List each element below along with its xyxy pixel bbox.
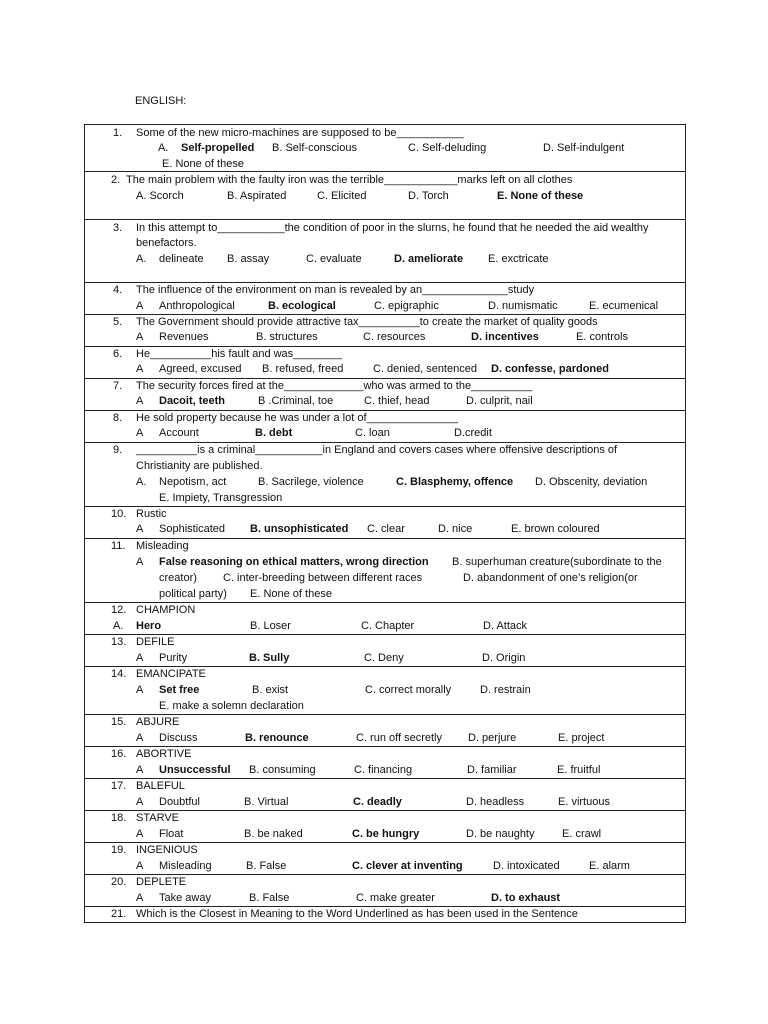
option-c[interactable]: C. loan — [355, 427, 390, 439]
option-letter: A — [136, 427, 144, 439]
question-stem: He__________his fault and was________ — [136, 348, 343, 360]
option-c[interactable]: C. thief, head — [364, 395, 430, 407]
question-number: 16. — [111, 748, 127, 760]
section-heading: ENGLISH: — [135, 95, 187, 107]
question-number: 19. — [111, 844, 127, 856]
question-stem: Misleading — [136, 540, 189, 552]
option-c[interactable]: C. make greater — [356, 892, 435, 904]
question-row-9 — [84, 443, 686, 507]
option-b[interactable]: B. assay — [227, 253, 270, 265]
question-stem: ABORTIVE — [136, 748, 192, 760]
option-a[interactable]: Misleading — [159, 860, 212, 872]
question-number: 15. — [111, 716, 127, 728]
option-letter: A — [136, 860, 144, 872]
question-stem: BALEFUL — [136, 780, 185, 792]
question-stem: Which is the Closest in Meaning to the Word Underlined as has been used in the Sentence — [136, 908, 578, 920]
option-e[interactable]: E. None of these — [162, 158, 244, 170]
option-a[interactable]: delineate — [159, 253, 204, 265]
option-c[interactable]: C. run off secretly — [356, 732, 442, 744]
question-number: 11. — [111, 540, 126, 552]
option-b[interactable]: B .Criminal, toe — [258, 395, 334, 407]
option-d[interactable]: D. familiar — [467, 764, 517, 776]
option-a[interactable]: Agreed, excused — [159, 363, 242, 375]
option-d[interactable]: D. be naughty — [466, 828, 535, 840]
option-e[interactable]: E. alarm — [589, 860, 630, 872]
question-row-1 — [84, 124, 686, 172]
option-letter: A. — [158, 142, 169, 154]
option-c[interactable]: C. Blasphemy, offence — [396, 476, 514, 488]
option-d[interactable]: D. ameliorate — [394, 253, 464, 265]
option-a[interactable]: Purity — [159, 652, 188, 664]
question-number: 6. — [113, 348, 123, 360]
option-a[interactable]: Account — [159, 427, 199, 439]
option-d[interactable]: D. Torch — [408, 190, 449, 202]
question-number: 12. — [111, 604, 127, 616]
option-letter: A — [136, 556, 144, 568]
question-row-11 — [84, 539, 686, 603]
question-stem: The main problem with the faulty iron was the terrible____________marks left on all clothes — [126, 174, 573, 186]
question-row-16 — [84, 747, 686, 779]
question-stem: Rustic — [136, 508, 167, 520]
option-c[interactable]: C. clever at inventing — [352, 860, 463, 872]
option-d[interactable]: D. numismatic — [488, 300, 558, 312]
option-b[interactable]: B. Sully — [249, 652, 290, 664]
option-letter: A — [136, 796, 144, 808]
question-stem: EMANCIPATE — [136, 668, 206, 680]
question-row-12 — [84, 603, 686, 635]
option-letter: A — [136, 892, 144, 904]
question-row-7 — [84, 379, 686, 411]
question-row-3 — [84, 220, 686, 283]
option-letter: A. — [136, 476, 147, 488]
question-row-18 — [84, 811, 686, 843]
option-c[interactable]: C. inter-breeding between different races — [223, 572, 423, 584]
question-stem: INGENIOUS — [136, 844, 198, 856]
option-c[interactable]: C. correct morally — [365, 684, 452, 696]
option-c[interactable]: C. Chapter — [361, 620, 415, 632]
option-b[interactable]: B. superhuman creature(subordinate to the — [452, 556, 662, 568]
option-b[interactable]: B. debt — [255, 427, 293, 439]
question-number: 3. — [113, 222, 123, 234]
option-e[interactable]: E. make a solemn declaration — [159, 700, 304, 712]
option-b[interactable]: B. be naked — [244, 828, 303, 840]
option-d[interactable]: D. culprit, nail — [466, 395, 533, 407]
question-stem: The Government should provide attractive tax__________to create the market of quality goods — [136, 316, 598, 328]
question-row-17 — [84, 779, 686, 811]
option-a[interactable]: Unsuccessful — [159, 764, 231, 776]
option-b[interactable]: B. False — [249, 892, 290, 904]
option-e[interactable]: E. crawl — [562, 828, 602, 840]
question-number: 21. — [111, 908, 127, 920]
question-number: 2. — [111, 174, 121, 186]
option-e[interactable]: E. brown coloured — [511, 523, 600, 535]
question-row-13 — [84, 635, 686, 667]
question-number: 20. — [111, 876, 127, 888]
option-e[interactable]: E. virtuous — [558, 796, 610, 808]
question-row-4 — [84, 283, 686, 315]
option-e[interactable]: E. project — [558, 732, 605, 744]
option-a[interactable]: Take away — [159, 892, 211, 904]
option-c[interactable]: C. denied, sentenced — [373, 363, 477, 375]
option-e[interactable]: E. Impiety, Transgression — [159, 492, 283, 504]
question-table — [84, 124, 686, 923]
question-row-21 — [84, 907, 686, 923]
option-e[interactable]: E. None of these — [497, 190, 584, 202]
option-a[interactable]: Revenues — [159, 331, 209, 343]
option-letter: A — [136, 828, 144, 840]
question-stem: __________is a criminal___________in England and covers cases where offensive descriptions of — [136, 444, 618, 456]
option-d[interactable]: D. headless — [466, 796, 525, 808]
option-a[interactable]: Sophisticated — [159, 523, 226, 535]
option-d-cont: political party) — [159, 588, 227, 600]
option-c[interactable]: C. evaluate — [306, 253, 362, 265]
question-row-2 — [84, 172, 686, 220]
question-row-10 — [84, 507, 686, 539]
option-a[interactable]: Hero — [136, 620, 162, 632]
question-number: 14. — [111, 668, 127, 680]
option-c[interactable]: C. clear — [367, 523, 405, 535]
question-row-14 — [84, 667, 686, 715]
question-number: 17. — [111, 780, 127, 792]
option-c[interactable]: C. financing — [354, 764, 413, 776]
option-a[interactable]: Set free — [159, 684, 200, 696]
option-a[interactable]: Anthropological — [159, 300, 235, 312]
question-row-6 — [84, 347, 686, 379]
question-number: 5. — [113, 316, 123, 328]
option-b[interactable]: B. False — [246, 860, 287, 872]
option-d[interactable]: D. Obscenity, deviation — [535, 476, 648, 488]
question-number: 18. — [111, 812, 127, 824]
option-letter: A. — [136, 253, 147, 265]
question-stem: STARVE — [136, 812, 179, 824]
option-b[interactable]: B. Sacrilege, violence — [258, 476, 364, 488]
question-row-15 — [84, 715, 686, 747]
option-b[interactable]: B. Loser — [250, 620, 291, 632]
question-stem: ABJURE — [136, 716, 180, 728]
option-c[interactable]: C. Elicited — [317, 190, 367, 202]
option-b[interactable]: B. unsophisticated — [250, 523, 349, 535]
option-a[interactable]: False reasoning on ethical matters, wrong direction — [159, 556, 429, 568]
option-b[interactable]: B. Self-conscious — [272, 142, 357, 154]
question-stem-cont: Christianity are published. — [136, 460, 263, 472]
option-e[interactable]: E. fruitful — [557, 764, 601, 776]
option-letter: A — [136, 764, 144, 776]
option-a[interactable]: Doubtful — [159, 796, 200, 808]
option-b[interactable]: B. Virtual — [244, 796, 289, 808]
question-number: 7. — [113, 380, 123, 392]
option-b[interactable]: B. ecological — [268, 300, 336, 312]
question-stem: DEFILE — [136, 636, 175, 648]
option-e[interactable]: E. None of these — [250, 588, 332, 600]
option-c[interactable]: C. resources — [363, 331, 426, 343]
option-b[interactable]: B. refused, freed — [262, 363, 344, 375]
option-a[interactable]: Self-propelled — [181, 142, 255, 154]
question-stem: He sold property because he was under a lot of_______________ — [136, 412, 459, 424]
option-b[interactable]: B. structures — [256, 331, 318, 343]
option-a[interactable]: Discuss — [159, 732, 198, 744]
option-e[interactable]: E. exctricate — [488, 253, 549, 265]
option-a[interactable]: Dacoit, teeth — [159, 395, 226, 407]
option-c[interactable]: C. Self-deluding — [408, 142, 487, 154]
option-d[interactable]: D.credit — [454, 427, 492, 439]
option-d[interactable]: D. intoxicated — [493, 860, 560, 872]
option-c[interactable]: C. Deny — [364, 652, 404, 664]
question-row-8 — [84, 411, 686, 443]
option-letter: A — [136, 684, 144, 696]
option-a[interactable]: Float — [159, 828, 184, 840]
option-d[interactable]: D. nice — [438, 523, 473, 535]
option-d[interactable]: D. Origin — [482, 652, 526, 664]
option-b[interactable]: B. exist — [252, 684, 289, 696]
option-letter: A — [136, 652, 144, 664]
option-e[interactable]: E. controls — [576, 331, 628, 343]
option-b[interactable]: B. renounce — [245, 732, 309, 744]
option-letter: A — [136, 331, 144, 343]
option-d[interactable]: D. confesse, pardoned — [491, 363, 609, 375]
question-row-19 — [84, 843, 686, 875]
question-number: 4. — [113, 284, 123, 296]
question-stem: The influence of the environment on man is revealed by an______________study — [136, 284, 535, 296]
option-d[interactable]: D. Attack — [483, 620, 528, 632]
question-row-20 — [84, 875, 686, 907]
option-d[interactable]: D. to exhaust — [491, 892, 561, 904]
option-letter: A — [136, 395, 144, 407]
question-number: 10. — [111, 508, 127, 520]
option-e[interactable]: E. ecumenical — [589, 300, 659, 312]
option-c[interactable]: C. be hungry — [352, 828, 420, 840]
question-row-5 — [84, 315, 686, 347]
option-letter: A. — [113, 620, 124, 632]
option-a[interactable]: A. Scorch — [136, 190, 184, 202]
question-number: 1. — [113, 127, 123, 139]
question-number: 9. — [113, 444, 123, 456]
option-d[interactable]: D. abandonment of one’s religion(or — [463, 572, 638, 584]
option-letter: A — [136, 732, 144, 744]
option-b-cont: creator) — [159, 572, 197, 584]
option-d[interactable]: D. perjure — [468, 732, 517, 744]
option-letter: A — [136, 363, 144, 375]
option-d[interactable]: D. restrain — [480, 684, 531, 696]
question-stem: DEPLETE — [136, 876, 187, 888]
option-letter: A — [136, 523, 144, 535]
option-c[interactable]: C. epigraphic — [374, 300, 439, 312]
option-letter: A — [136, 300, 144, 312]
question-number: 13. — [111, 636, 127, 648]
option-c[interactable]: C. deadly — [353, 796, 402, 808]
option-b[interactable]: B. Aspirated — [227, 190, 287, 202]
question-stem: CHAMPION — [136, 604, 196, 616]
question-stem: The security forces fired at the_____________who was armed to the__________ — [136, 380, 533, 392]
question-stem: In this attempt to___________the condition of poor in the slurns, he found that he needed the aid wealthy — [136, 222, 649, 234]
question-stem: Some of the new micro-machines are supposed to be___________ — [136, 127, 464, 139]
option-d[interactable]: D. Self-indulgent — [543, 142, 625, 154]
option-b[interactable]: B. consuming — [249, 764, 316, 776]
question-stem-cont: benefactors. — [136, 237, 197, 249]
option-d[interactable]: D. incentives — [471, 331, 539, 343]
question-number: 8. — [113, 412, 123, 424]
option-a[interactable]: Nepotism, act — [159, 476, 227, 488]
